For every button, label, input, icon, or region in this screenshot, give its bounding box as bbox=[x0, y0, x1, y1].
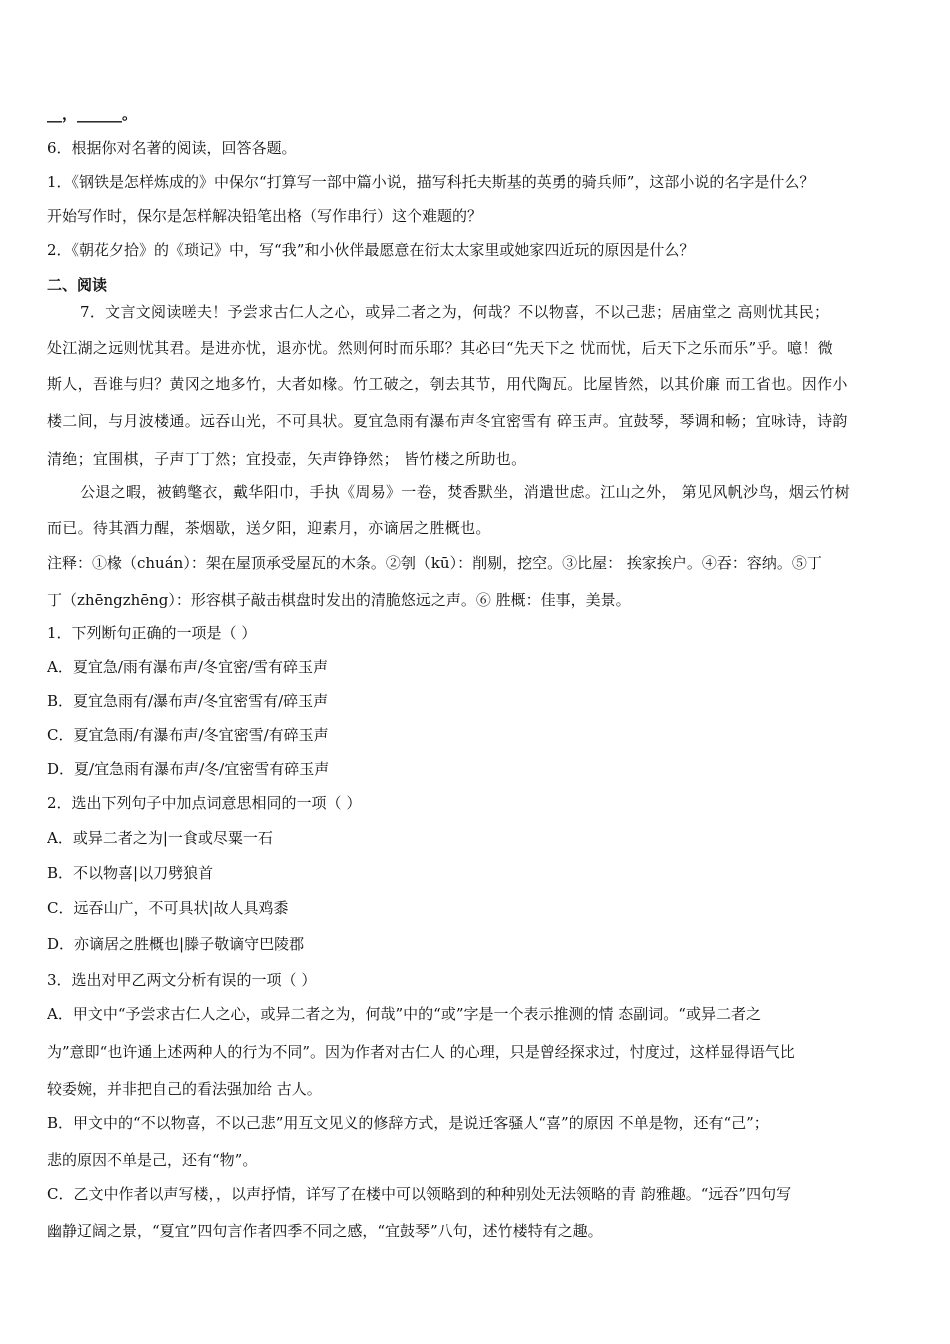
question-6-2: 2．《朝花夕拾》的《琐记》中，写“我”和小伙伴最愿意在衍太太家里或她家四近玩的原因是什么？ bbox=[47, 241, 695, 259]
sub-question-2: 2．选出下列句子中加点词意思相同的一项（ ） bbox=[47, 794, 362, 812]
question-6-1-line2: 开始写作时，保尔是怎样解决铅笔出格（写作串行）这个难题的？ bbox=[47, 207, 483, 225]
annotation-line1: 注释：①椽（chuán）：架在屋顶承受屋瓦的木条。②刳（kū）：削剔，挖空。③比屋： 挨家挨户。④吞：容纳。⑤丁 bbox=[47, 554, 822, 572]
passage-a-line2: 处江湖之远则忧其君。是进亦忧，退亦忧。然则何时而乐耶？其必曰“先天下之 忧而忧，后天下之乐而乐”乎。噫！微 bbox=[47, 339, 834, 357]
fill-blank-line: __，______。 bbox=[47, 105, 138, 123]
sq1-option-c: C．夏宜急雨/有瀑布声/冬宜密雪/有碎玉声 bbox=[47, 726, 329, 744]
sq2-option-b: B．不以物喜|以刀劈狼首 bbox=[47, 864, 214, 882]
sq2-option-c: C．远吞山广，不可具状|故人具鸡黍 bbox=[47, 899, 289, 917]
sub-question-3: 3．选出对甲乙两文分析有误的一项（ ） bbox=[47, 971, 317, 989]
question-6-heading: 6．根据你对名著的阅读，回答各题。 bbox=[47, 139, 297, 157]
sq3-option-b-line2: 悲的原因不单是己，还有“物”。 bbox=[47, 1151, 258, 1169]
sq2-option-a: A．或异二者之为|一食或尽粟一石 bbox=[47, 829, 273, 847]
sq3-option-a-line2: 为”意即“也许通上述两种人的行为不同”。因为作者对古仁人 的心理，只是曾经探求过，忖度过，这样显得语气比 bbox=[47, 1043, 795, 1061]
sq1-option-d: D．夏/宜急雨有瀑布声/冬/宜密雪有碎玉声 bbox=[47, 760, 330, 778]
sq1-option-a: A．夏宜急/雨有瀑布声/冬宜密/雪有碎玉声 bbox=[47, 658, 328, 676]
passage-a-line4: 楼二间，与月波楼通。远吞山光，不可具状。夏宜急雨有瀑布声冬宜密雪有 碎玉声。宜鼓琴，琴调和畅；宜咏诗，诗韵 bbox=[47, 412, 848, 430]
sq2-option-d: D．亦谪居之胜概也|滕子敬谪守巴陵郡 bbox=[47, 935, 305, 953]
question-6-1-line1: 1．《钢铁是怎样炼成的》中保尔“打算写一部中篇小说，描写科托夫斯基的英勇的骑兵师”，这部小说的名字是什么？ bbox=[47, 173, 815, 191]
section-heading-reading: 二、阅读 bbox=[47, 276, 108, 294]
sq3-option-a-line3: 较委婉，并非把自己的看法强加给 古人。 bbox=[47, 1080, 322, 1098]
passage-b-line1: 公退之暇，被鹤氅衣，戴华阳巾，手执《周易》一卷，焚香默坐，消遣世虑。江山之外， 第见风帆沙鸟，烟云竹树 bbox=[80, 483, 851, 501]
sq1-option-b: B．夏宜急雨有/瀑布声/冬宜密雪有/碎玉声 bbox=[47, 692, 329, 710]
passage-a-line3: 斯人，吾谁与归？黄冈之地多竹，大者如椽。竹工破之，刳去其节，用代陶瓦。比屋皆然，以其价廉 而工省也。因作小 bbox=[47, 375, 848, 393]
sq3-option-c-line2: 幽静辽阔之景，“夏宜”四句言作者四季不同之感，“宜鼓琴”八句，述竹楼特有之趣。 bbox=[47, 1222, 603, 1240]
passage-a-line1: 7．文言文阅读嗟夫！予尝求古仁人之心，或异二者之为，何哉？不以物喜，不以己悲；居庙堂之 高则忧其民； bbox=[80, 303, 830, 321]
sq3-option-b-line1: B．甲文中的“不以物喜，不以己悲”用互文见义的修辞方式，是说迁客骚人“喜”的原因 不单是物，还有“己”； bbox=[47, 1114, 769, 1132]
sq3-option-c-line1: C．乙文中作者以声写楼，，以声抒情，详写了在楼中可以领略到的种种别处无法领略的青 韵雅趣。“远吞”四句写 bbox=[47, 1185, 792, 1203]
passage-a-line5: 清绝；宜围棋，子声丁丁然；宜投壶，矢声铮铮然； 皆竹楼之所助也。 bbox=[47, 450, 527, 468]
sub-question-1: 1．下列断句正确的一项是（ ） bbox=[47, 624, 257, 642]
passage-b-line2: 而已。待其酒力醒，茶烟歇，送夕阳，迎素月，亦谪居之胜概也。 bbox=[47, 519, 491, 537]
annotation-line2: 丁（zhēngzhēng）：形容棋子敲击棋盘时发出的清脆悠远之声。⑥ 胜概：佳事，美景。 bbox=[47, 591, 631, 609]
sq3-option-a-line1: A．甲文中“予尝求古仁人之心，或异二者之为，何哉”中的“或”字是一个表示推测的情 态副词。“或异二者之 bbox=[47, 1005, 761, 1023]
